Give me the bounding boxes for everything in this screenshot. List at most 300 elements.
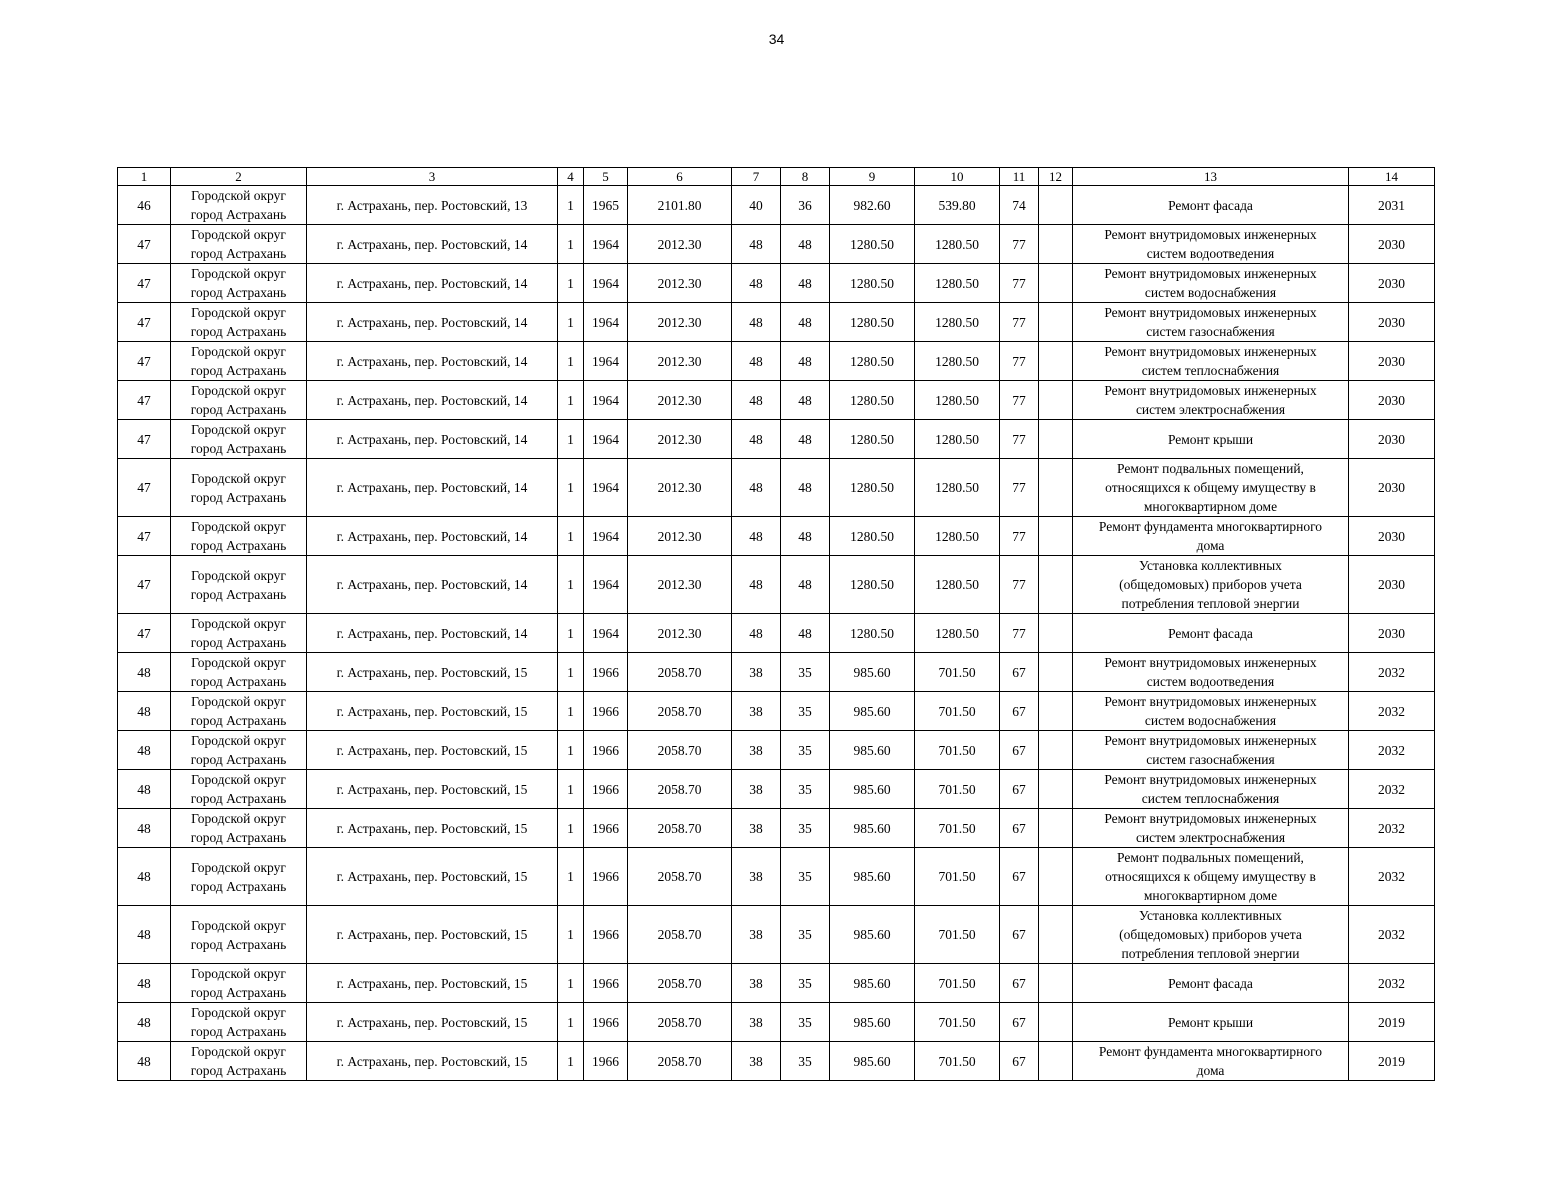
header-cell: 7 — [732, 168, 781, 186]
municipality-line: Городской округ — [191, 772, 286, 787]
municipality-cell — [171, 225, 307, 264]
col-12-cell — [1039, 342, 1073, 381]
col-12-cell — [1039, 186, 1073, 225]
col-9-cell: 982.60 — [830, 186, 915, 225]
work-type-line: систем водоснабжения — [1144, 285, 1277, 300]
col-4-cell: 1 — [558, 1042, 584, 1081]
work-type-cell — [1073, 906, 1349, 964]
col-6-cell: 2058.70 — [628, 848, 732, 906]
col-9-cell: 1280.50 — [830, 381, 915, 420]
col-11-cell: 67 — [1000, 848, 1039, 906]
col-12-cell — [1039, 653, 1073, 692]
col-5-cell: 1964 — [584, 225, 628, 264]
work-type-line: систем теплоснабжения — [1141, 791, 1280, 806]
col-11-cell: 77 — [1000, 517, 1039, 556]
col-6-cell: 2012.30 — [628, 556, 732, 614]
header-cell: 14 — [1349, 168, 1435, 186]
table-row — [118, 770, 1435, 809]
work-type-line: Ремонт подвальных помещений, — [1117, 461, 1304, 476]
col-8-cell: 48 — [781, 459, 830, 517]
col-9-cell: 1280.50 — [830, 225, 915, 264]
work-type-line: Ремонт фасада — [1168, 975, 1253, 991]
col-12-cell — [1039, 906, 1073, 964]
municipality-line: Городской округ — [191, 655, 286, 670]
col-10-cell: 1280.50 — [915, 381, 1000, 420]
col-7-cell: 48 — [732, 381, 781, 420]
table-row — [118, 420, 1435, 459]
col-4-cell: 1 — [558, 614, 584, 653]
page-number: 34 — [768, 31, 785, 47]
row-number-cell: 48 — [118, 692, 171, 731]
work-type-line: Ремонт внутридомовых инженерных — [1104, 344, 1317, 359]
municipality-cell — [171, 342, 307, 381]
work-type-cell — [1073, 809, 1349, 848]
col-4-cell: 1 — [558, 1003, 584, 1042]
work-type-line: систем водоснабжения — [1144, 713, 1277, 728]
municipality-cell — [171, 556, 307, 614]
col-7-cell: 38 — [732, 906, 781, 964]
col-11-cell: 77 — [1000, 225, 1039, 264]
row-number-cell: 47 — [118, 381, 171, 420]
col-9-cell: 1280.50 — [830, 614, 915, 653]
municipality-cell — [171, 1042, 307, 1081]
year-cell: 2030 — [1349, 459, 1435, 517]
municipality-cell — [171, 517, 307, 556]
work-type-cell — [1073, 653, 1349, 692]
work-type-line: Ремонт крыши — [1167, 1014, 1254, 1030]
col-4-cell: 1 — [558, 264, 584, 303]
work-type-cell — [1073, 770, 1349, 809]
work-type-line: потребления тепловой энергии — [1121, 596, 1300, 611]
col-11-cell: 67 — [1000, 731, 1039, 770]
table-row — [118, 186, 1435, 225]
col-9-cell: 1280.50 — [830, 303, 915, 342]
col-7-cell: 38 — [732, 1042, 781, 1081]
col-10-cell: 701.50 — [915, 770, 1000, 809]
year-cell: 2032 — [1349, 653, 1435, 692]
col-7-cell: 38 — [732, 848, 781, 906]
col-7-cell: 48 — [732, 556, 781, 614]
municipality-line: Городской округ — [191, 470, 286, 486]
col-9-cell: 985.60 — [830, 731, 915, 770]
col-10-cell: 701.50 — [915, 906, 1000, 964]
address-cell: г. Астрахань, пер. Ростовский, 14 — [307, 264, 558, 303]
row-number-cell: 48 — [118, 848, 171, 906]
municipality-line: Городской округ — [191, 616, 286, 631]
row-number-cell: 47 — [118, 264, 171, 303]
work-type-line: относящихся к общему имуществу в — [1105, 869, 1316, 884]
municipality-line: город Астрахань — [190, 285, 287, 300]
row-number-cell: 48 — [118, 809, 171, 848]
table-row — [118, 1042, 1435, 1081]
table-row — [118, 731, 1435, 770]
col-11-cell: 67 — [1000, 964, 1039, 1003]
col-5-cell: 1964 — [584, 459, 628, 517]
col-9-cell: 1280.50 — [830, 459, 915, 517]
work-type-cell — [1073, 420, 1349, 459]
municipality-line: город Астрахань — [190, 586, 287, 602]
work-type-line: Ремонт внутридомовых инженерных — [1104, 655, 1317, 670]
address-cell: г. Астрахань, пер. Ростовский, 14 — [307, 303, 558, 342]
year-cell: 2032 — [1349, 848, 1435, 906]
col-9-cell: 1280.50 — [830, 264, 915, 303]
col-11-cell: 77 — [1000, 303, 1039, 342]
work-type-cell — [1073, 303, 1349, 342]
work-type-line: многоквартирном доме — [1143, 888, 1278, 903]
col-4-cell: 1 — [558, 964, 584, 1003]
year-cell: 2019 — [1349, 1042, 1435, 1081]
col-8-cell: 35 — [781, 906, 830, 964]
col-6-cell: 2012.30 — [628, 517, 732, 556]
table-body — [118, 168, 1435, 1081]
col-12-cell — [1039, 517, 1073, 556]
work-type-line: Ремонт внутридомовых инженерных — [1104, 772, 1317, 787]
col-5-cell: 1966 — [584, 653, 628, 692]
col-7-cell: 38 — [732, 692, 781, 731]
municipality-cell — [171, 420, 307, 459]
col-5-cell: 1966 — [584, 906, 628, 964]
header-cell: 9 — [830, 168, 915, 186]
col-8-cell: 48 — [781, 614, 830, 653]
col-8-cell: 35 — [781, 653, 830, 692]
col-6-cell: 2058.70 — [628, 1042, 732, 1081]
row-number-cell: 47 — [118, 420, 171, 459]
col-4-cell: 1 — [558, 186, 584, 225]
col-11-cell: 77 — [1000, 420, 1039, 459]
col-6-cell: 2058.70 — [628, 653, 732, 692]
work-type-cell — [1073, 964, 1349, 1003]
col-8-cell: 48 — [781, 556, 830, 614]
municipality-cell — [171, 692, 307, 731]
work-type-line: Ремонт внутридомовых инженерных — [1104, 694, 1317, 709]
header-row — [118, 168, 1435, 186]
header-cell: 5 — [584, 168, 628, 186]
col-4-cell: 1 — [558, 848, 584, 906]
col-11-cell: 67 — [1000, 906, 1039, 964]
row-number-cell: 46 — [118, 186, 171, 225]
work-type-line: Ремонт фундамента многоквартирного — [1098, 1044, 1323, 1059]
col-11-cell: 67 — [1000, 809, 1039, 848]
col-4-cell: 1 — [558, 225, 584, 264]
col-4-cell: 1 — [558, 342, 584, 381]
municipality-line: город Астрахань — [190, 538, 287, 553]
col-8-cell: 35 — [781, 1042, 830, 1081]
work-type-line: (общедомовых) приборов учета — [1119, 577, 1302, 592]
work-type-line: Установка коллективных — [1139, 558, 1282, 573]
col-9-cell: 985.60 — [830, 906, 915, 964]
col-10-cell: 1280.50 — [915, 614, 1000, 653]
municipality-line: Городской округ — [191, 733, 286, 748]
municipality-cell — [171, 848, 307, 906]
col-5-cell: 1965 — [584, 186, 628, 225]
work-type-line: систем водоотведения — [1146, 674, 1275, 689]
year-cell: 2030 — [1349, 420, 1435, 459]
col-5-cell: 1964 — [584, 264, 628, 303]
table-row — [118, 692, 1435, 731]
col-5-cell: 1966 — [584, 731, 628, 770]
col-8-cell: 35 — [781, 770, 830, 809]
col-7-cell: 38 — [732, 1003, 781, 1042]
col-11-cell: 67 — [1000, 1003, 1039, 1042]
table-row — [118, 517, 1435, 556]
col-10-cell: 1280.50 — [915, 225, 1000, 264]
col-4-cell: 1 — [558, 381, 584, 420]
col-7-cell: 48 — [732, 225, 781, 264]
municipality-cell — [171, 770, 307, 809]
header-cell: 3 — [307, 168, 558, 186]
year-cell: 2030 — [1349, 342, 1435, 381]
address-cell: г. Астрахань, пер. Ростовский, 14 — [307, 420, 558, 459]
table-row — [118, 848, 1435, 906]
col-4-cell: 1 — [558, 459, 584, 517]
col-6-cell: 2058.70 — [628, 770, 732, 809]
col-6-cell: 2058.70 — [628, 964, 732, 1003]
col-5-cell: 1966 — [584, 692, 628, 731]
col-5-cell: 1966 — [584, 848, 628, 906]
table-row — [118, 614, 1435, 653]
col-7-cell: 38 — [732, 731, 781, 770]
address-cell: г. Астрахань, пер. Ростовский, 15 — [307, 848, 558, 906]
work-type-cell — [1073, 1003, 1349, 1042]
col-9-cell: 985.60 — [830, 964, 915, 1003]
address-cell: г. Астрахань, пер. Ростовский, 15 — [307, 1042, 558, 1081]
year-cell: 2030 — [1349, 381, 1435, 420]
address-cell: г. Астрахань, пер. Ростовский, 14 — [307, 225, 558, 264]
year-cell: 2032 — [1349, 770, 1435, 809]
work-type-cell — [1073, 342, 1349, 381]
col-12-cell — [1039, 381, 1073, 420]
col-10-cell: 1280.50 — [915, 459, 1000, 517]
col-6-cell: 2058.70 — [628, 1003, 732, 1042]
work-type-line: Ремонт внутридомовых инженерных — [1104, 811, 1317, 826]
year-cell: 2030 — [1349, 225, 1435, 264]
header-cell: 2 — [171, 168, 307, 186]
work-type-line: Ремонт подвальных помещений, — [1117, 850, 1304, 865]
municipality-line: город Астрахань — [190, 1024, 287, 1039]
row-number-cell: 47 — [118, 556, 171, 614]
municipality-line: Городской округ — [191, 227, 286, 242]
address-cell: г. Астрахань, пер. Ростовский, 13 — [307, 186, 558, 225]
col-9-cell: 985.60 — [830, 809, 915, 848]
col-12-cell — [1039, 459, 1073, 517]
col-8-cell: 48 — [781, 420, 830, 459]
col-10-cell: 1280.50 — [915, 264, 1000, 303]
municipality-line: Городской округ — [191, 694, 286, 709]
table-row — [118, 809, 1435, 848]
work-type-line: дома — [1196, 1063, 1225, 1078]
work-type-line: потребления тепловой энергии — [1121, 946, 1300, 961]
col-10-cell: 701.50 — [915, 964, 1000, 1003]
row-number-cell: 47 — [118, 225, 171, 264]
col-9-cell: 985.60 — [830, 1003, 915, 1042]
col-6-cell: 2012.30 — [628, 342, 732, 381]
col-9-cell: 985.60 — [830, 653, 915, 692]
header-cell: 6 — [628, 168, 732, 186]
header-cell: 12 — [1039, 168, 1073, 186]
work-type-line: многоквартирном доме — [1143, 499, 1278, 514]
year-cell: 2030 — [1349, 517, 1435, 556]
col-4-cell: 1 — [558, 692, 584, 731]
work-type-line: Ремонт фасада — [1168, 625, 1253, 641]
col-8-cell: 35 — [781, 964, 830, 1003]
col-12-cell — [1039, 303, 1073, 342]
col-8-cell: 35 — [781, 1003, 830, 1042]
col-6-cell: 2012.30 — [628, 459, 732, 517]
address-cell: г. Астрахань, пер. Ростовский, 15 — [307, 964, 558, 1003]
municipality-line: Городской округ — [191, 859, 286, 875]
year-cell: 2032 — [1349, 731, 1435, 770]
municipality-cell — [171, 1003, 307, 1042]
col-6-cell: 2012.30 — [628, 381, 732, 420]
municipality-line: город Астрахань — [190, 246, 287, 261]
col-11-cell: 67 — [1000, 692, 1039, 731]
municipality-line: город Астрахань — [190, 713, 287, 728]
col-7-cell: 48 — [732, 459, 781, 517]
col-12-cell — [1039, 264, 1073, 303]
col-5-cell: 1964 — [584, 381, 628, 420]
col-8-cell: 35 — [781, 731, 830, 770]
year-cell: 2030 — [1349, 303, 1435, 342]
col-4-cell: 1 — [558, 906, 584, 964]
col-12-cell — [1039, 770, 1073, 809]
col-11-cell: 67 — [1000, 653, 1039, 692]
table-row — [118, 1003, 1435, 1042]
col-6-cell: 2012.30 — [628, 420, 732, 459]
col-10-cell: 701.50 — [915, 1042, 1000, 1081]
col-9-cell: 1280.50 — [830, 556, 915, 614]
work-type-line: систем газоснабжения — [1146, 752, 1275, 767]
header-cell: 8 — [781, 168, 830, 186]
col-7-cell: 48 — [732, 517, 781, 556]
col-4-cell: 1 — [558, 653, 584, 692]
row-number-cell: 48 — [118, 906, 171, 964]
header-cell: 4 — [558, 168, 584, 186]
row-number-cell: 47 — [118, 614, 171, 653]
year-cell: 2019 — [1349, 1003, 1435, 1042]
municipality-line: город Астрахань — [190, 791, 287, 806]
year-cell: 2032 — [1349, 692, 1435, 731]
table-row — [118, 653, 1435, 692]
col-7-cell: 48 — [732, 614, 781, 653]
work-type-cell — [1073, 556, 1349, 614]
col-6-cell: 2101.80 — [628, 186, 732, 225]
work-type-line: относящихся к общему имуществу в — [1105, 480, 1316, 495]
address-cell: г. Астрахань, пер. Ростовский, 15 — [307, 770, 558, 809]
address-cell: г. Астрахань, пер. Ростовский, 15 — [307, 653, 558, 692]
col-9-cell: 985.60 — [830, 1042, 915, 1081]
year-cell: 2032 — [1349, 964, 1435, 1003]
work-type-line: систем электроснабжения — [1135, 830, 1286, 845]
col-11-cell: 77 — [1000, 459, 1039, 517]
col-10-cell: 1280.50 — [915, 420, 1000, 459]
col-10-cell: 701.50 — [915, 848, 1000, 906]
work-type-line: Ремонт внутридомовых инженерных — [1104, 383, 1317, 398]
table-row — [118, 556, 1435, 614]
col-11-cell: 77 — [1000, 381, 1039, 420]
municipality-line: Городской округ — [191, 1005, 286, 1020]
col-12-cell — [1039, 692, 1073, 731]
municipality-cell — [171, 381, 307, 420]
work-type-line: Ремонт фасада — [1168, 197, 1253, 213]
col-8-cell: 48 — [781, 225, 830, 264]
work-type-line: Ремонт крыши — [1167, 431, 1254, 447]
municipality-line: город Астрахань — [190, 830, 287, 845]
row-number-cell: 48 — [118, 964, 171, 1003]
col-8-cell: 48 — [781, 264, 830, 303]
address-cell: г. Астрахань, пер. Ростовский, 14 — [307, 342, 558, 381]
col-6-cell: 2012.30 — [628, 303, 732, 342]
municipality-line: город Астрахань — [190, 441, 287, 456]
col-5-cell: 1966 — [584, 1042, 628, 1081]
work-type-cell — [1073, 731, 1349, 770]
header-cell: 10 — [915, 168, 1000, 186]
work-type-line: Ремонт внутридомовых инженерных — [1104, 733, 1317, 748]
col-12-cell — [1039, 848, 1073, 906]
municipality-cell — [171, 964, 307, 1003]
year-cell: 2032 — [1349, 906, 1435, 964]
col-11-cell: 67 — [1000, 770, 1039, 809]
col-11-cell: 74 — [1000, 186, 1039, 225]
col-12-cell — [1039, 809, 1073, 848]
work-type-cell — [1073, 225, 1349, 264]
header-cell: 11 — [1000, 168, 1039, 186]
col-4-cell: 1 — [558, 809, 584, 848]
municipality-cell — [171, 264, 307, 303]
col-5-cell: 1964 — [584, 420, 628, 459]
work-type-line: Ремонт внутридомовых инженерных — [1104, 305, 1317, 320]
col-4-cell: 1 — [558, 731, 584, 770]
col-9-cell: 985.60 — [830, 692, 915, 731]
col-9-cell: 1280.50 — [830, 342, 915, 381]
work-type-cell — [1073, 614, 1349, 653]
col-10-cell: 1280.50 — [915, 303, 1000, 342]
year-cell: 2030 — [1349, 556, 1435, 614]
year-cell: 2032 — [1349, 809, 1435, 848]
col-8-cell: 35 — [781, 692, 830, 731]
col-4-cell: 1 — [558, 556, 584, 614]
work-type-line: дома — [1196, 538, 1225, 553]
municipality-line: город Астрахань — [190, 936, 287, 952]
municipality-cell — [171, 906, 307, 964]
municipality-line: город Астрахань — [190, 985, 287, 1000]
col-12-cell — [1039, 614, 1073, 653]
municipality-line: Городской округ — [191, 305, 286, 320]
municipality-line: город Астрахань — [190, 489, 287, 505]
col-7-cell: 38 — [732, 809, 781, 848]
col-7-cell: 48 — [732, 303, 781, 342]
municipality-line: Городской округ — [191, 917, 286, 933]
municipality-line: Городской округ — [191, 422, 286, 437]
col-6-cell: 2012.30 — [628, 225, 732, 264]
col-10-cell: 701.50 — [915, 653, 1000, 692]
col-12-cell — [1039, 556, 1073, 614]
address-cell: г. Астрахань, пер. Ростовский, 15 — [307, 809, 558, 848]
municipality-line: город Астрахань — [190, 324, 287, 339]
work-type-line: Ремонт внутридомовых инженерных — [1104, 227, 1317, 242]
municipality-line: Городской округ — [191, 811, 286, 826]
col-8-cell: 48 — [781, 517, 830, 556]
work-type-line: систем теплоснабжения — [1141, 363, 1280, 378]
municipality-cell — [171, 459, 307, 517]
municipality-line: Городской округ — [191, 383, 286, 398]
col-7-cell: 38 — [732, 770, 781, 809]
col-8-cell: 48 — [781, 342, 830, 381]
work-type-cell — [1073, 517, 1349, 556]
col-9-cell: 985.60 — [830, 848, 915, 906]
capital-repair-table — [117, 167, 1435, 1081]
municipality-cell — [171, 186, 307, 225]
col-5-cell: 1964 — [584, 303, 628, 342]
